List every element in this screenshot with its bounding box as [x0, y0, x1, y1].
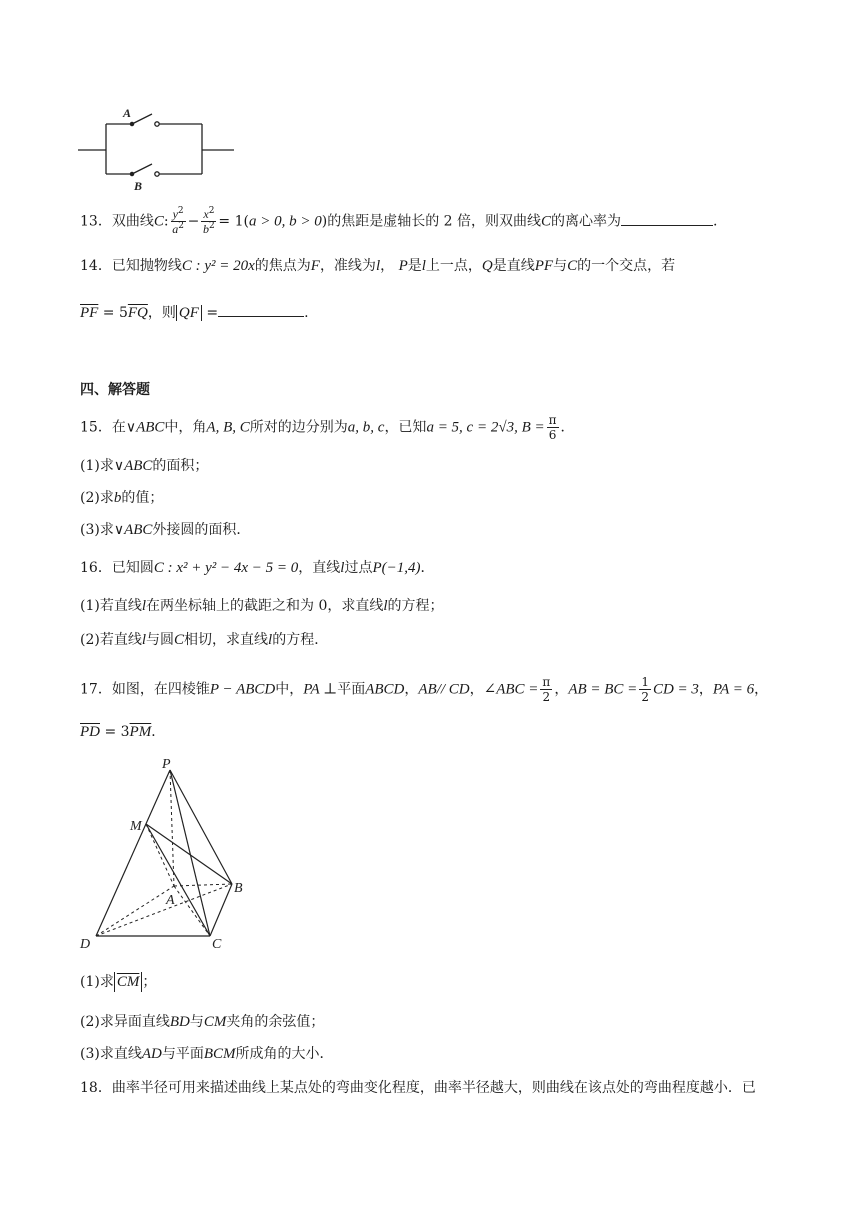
vector-fq: $\overline{FQ}$	[127, 305, 148, 321]
text: ．	[420, 560, 435, 576]
text: 上一点，	[425, 258, 482, 274]
text: ，	[380, 258, 395, 274]
question-17-line2	[80, 722, 165, 742]
text: 夹角的余弦值；	[226, 1014, 325, 1030]
text: 外接圆的面积．	[152, 522, 251, 538]
math-var: l	[375, 258, 381, 274]
section-title: 四、解答题	[80, 382, 150, 398]
math-eq: AB// CD	[418, 681, 470, 698]
text: (1)求	[80, 974, 114, 990]
text: 是	[407, 258, 422, 274]
text: 平面	[337, 681, 366, 698]
abs-qf: QF	[176, 305, 202, 321]
vertex-b-label: B	[234, 881, 243, 896]
text: 的方程；	[387, 598, 444, 614]
text: ，则	[147, 305, 176, 321]
text: (3)求直线	[80, 1046, 142, 1062]
vertex-p-label: P	[162, 757, 171, 772]
math-eq: CD = 3	[652, 681, 699, 698]
question-number: 14．	[80, 258, 112, 274]
vertex-d-label: D	[80, 937, 91, 952]
math-var: PF	[534, 258, 554, 274]
math-var: P − ABCD	[209, 681, 276, 698]
vector-pd: $\overline{PD}$	[80, 724, 100, 740]
text: ，	[754, 681, 769, 698]
question-number: 16．	[80, 560, 112, 576]
text: 如图，在四棱锥	[111, 681, 210, 698]
text: 在∨	[111, 419, 137, 436]
math-eq: ∠ABC =	[483, 681, 539, 698]
question-17-part2	[80, 1012, 324, 1032]
math-eq: PA = 6	[712, 681, 755, 698]
text: ．	[151, 724, 166, 740]
switch-b-label: B	[134, 179, 143, 190]
text: ，已知	[384, 419, 427, 436]
math-eq: C : y² = 20x	[181, 258, 255, 274]
math-var: ABC	[124, 458, 153, 474]
text: ，	[404, 681, 419, 698]
fraction-pi-2: $\frac{\pi}{2}$	[542, 675, 551, 704]
text: ，	[469, 681, 484, 698]
math-var: BCM	[203, 1046, 236, 1062]
math-eq: =	[201, 305, 219, 321]
math-var: l	[421, 258, 426, 274]
fraction-pi-6: $\frac{\pi}{6}$	[548, 413, 557, 442]
abs-vector-cm: $\overline{CM}$	[114, 972, 143, 992]
answer-blank[interactable]	[218, 302, 304, 317]
text: 相切，求直线	[184, 632, 269, 648]
text: 的值；	[121, 490, 164, 506]
math-var: l	[268, 632, 273, 648]
math-var: P	[398, 258, 408, 274]
text: 已知抛物线	[111, 258, 182, 274]
text: (1)求∨	[80, 458, 125, 474]
math-var: ABCD	[365, 681, 405, 698]
question-15-part2	[80, 488, 163, 508]
math-eq: PA ⊥	[303, 681, 338, 698]
math-var: C	[153, 213, 164, 230]
text: (2)求	[80, 490, 114, 506]
text: 的面积；	[152, 458, 209, 474]
math-var: l	[141, 598, 147, 614]
text: 所成角的大小．	[235, 1046, 334, 1062]
math-var: b	[113, 490, 122, 506]
pyramid-figure	[76, 756, 256, 952]
math-eq: a = 5, c = 2√3, B =	[426, 419, 545, 436]
text: ，直线	[298, 560, 341, 576]
text: 的一个交点，若	[577, 258, 676, 274]
text: 在两坐标轴上的截距之和为 0，求直线	[146, 598, 384, 614]
text: (1)若直线	[80, 598, 142, 614]
question-14-line2	[80, 302, 309, 323]
question-15-part3	[80, 520, 250, 540]
text: ．	[560, 419, 575, 436]
text: ；	[142, 974, 157, 990]
math-var: AD	[141, 1046, 162, 1062]
math-var: l	[340, 560, 345, 576]
text: (3)求∨	[80, 522, 125, 538]
math-point: P(−1,4)	[372, 560, 421, 576]
fraction-y2-a2: $\frac{y^2}{a^2}$	[172, 206, 184, 236]
question-17-part1	[80, 972, 156, 992]
text: .	[713, 213, 718, 230]
math-eq: AB = BC =	[568, 681, 638, 698]
math-var: C	[174, 632, 185, 648]
question-16-part2	[80, 630, 328, 650]
math-eq: = 1	[218, 213, 244, 230]
text: 的焦距是虚轴长的 2 倍，则双曲线	[327, 213, 542, 230]
text: .	[304, 305, 309, 321]
text: 中，角	[164, 419, 207, 436]
question-number: 13．	[80, 213, 112, 230]
math-var: BD	[169, 1014, 190, 1030]
question-number: 15．	[80, 419, 112, 436]
question-16-part1	[80, 596, 444, 616]
fraction-1-2: $\frac{1}{2}$	[641, 675, 649, 704]
math-var: Q	[481, 258, 493, 274]
question-number: 17．	[80, 681, 112, 698]
question-13: 13．双曲线C: $\frac{y^2}{a^2}$ − $\frac{x^2}{b^2}$ = 1(a > 0, b > 0)的焦距是虚轴长的 2 倍，则双曲线C的离心率为 .	[80, 206, 718, 236]
question-number: 18．	[80, 1080, 112, 1096]
vector-pf: $\overline{PF}$	[80, 305, 99, 321]
question-15	[80, 414, 575, 441]
switch-a-label: A	[123, 106, 132, 120]
vector-pm: $\overline{PM}$	[129, 724, 152, 740]
text: 双曲线	[111, 213, 154, 230]
vertex-c-label: C	[212, 937, 222, 952]
math-eq: C : x² + y² − 4x − 5 = 0	[153, 560, 299, 576]
text: ，	[698, 681, 713, 698]
math-var: a, b, c	[347, 419, 385, 436]
text: 的方程．	[272, 632, 329, 648]
question-16	[80, 558, 435, 578]
text: 曲率半径可用来描述曲线上某点处的弯曲变化程度，曲率半径越大，则曲线在该点处的弯曲程度越小．已	[111, 1080, 756, 1096]
text: 是直线	[492, 258, 535, 274]
math-var: C	[541, 213, 552, 230]
math-var: l	[383, 598, 388, 614]
math-var: CM	[203, 1014, 227, 1030]
text: 已知圆	[111, 560, 154, 576]
question-14-line1	[80, 256, 675, 276]
answer-blank[interactable]	[621, 211, 713, 226]
math-var: C	[567, 258, 578, 274]
math-var: A, B, C	[206, 419, 250, 436]
text: 所对的边分别为	[249, 419, 348, 436]
math-cond: a > 0, b > 0	[248, 213, 322, 230]
question-17-part3	[80, 1044, 334, 1064]
question-18	[80, 1078, 756, 1098]
math-var: l	[141, 632, 147, 648]
math-var: ABC	[136, 419, 165, 436]
text: 与平面	[161, 1046, 204, 1062]
text: 与圆	[146, 632, 175, 648]
text: 与	[553, 258, 568, 274]
math-var: F	[310, 258, 320, 274]
text: ，	[554, 681, 569, 698]
text: 过点	[344, 560, 373, 576]
math-var: ABC	[124, 522, 153, 538]
circuit-diagram	[76, 104, 238, 190]
text: 中，	[275, 681, 304, 698]
math-eq: = 5	[98, 305, 128, 321]
text: (2)求异面直线	[80, 1014, 170, 1030]
vertex-m-label: M	[130, 819, 142, 834]
question-15-part1	[80, 456, 208, 476]
math-eq: = 3	[100, 724, 130, 740]
text: ，准线为	[319, 258, 376, 274]
text: 的焦点为	[254, 258, 311, 274]
text: 与	[189, 1014, 204, 1030]
fraction-x2-b2: $\frac{x^2}{b^2}$	[203, 206, 215, 236]
question-17	[80, 676, 768, 703]
vertex-a-label: A	[166, 893, 175, 908]
text: 的离心率为	[551, 213, 622, 230]
text: (2)若直线	[80, 632, 142, 648]
